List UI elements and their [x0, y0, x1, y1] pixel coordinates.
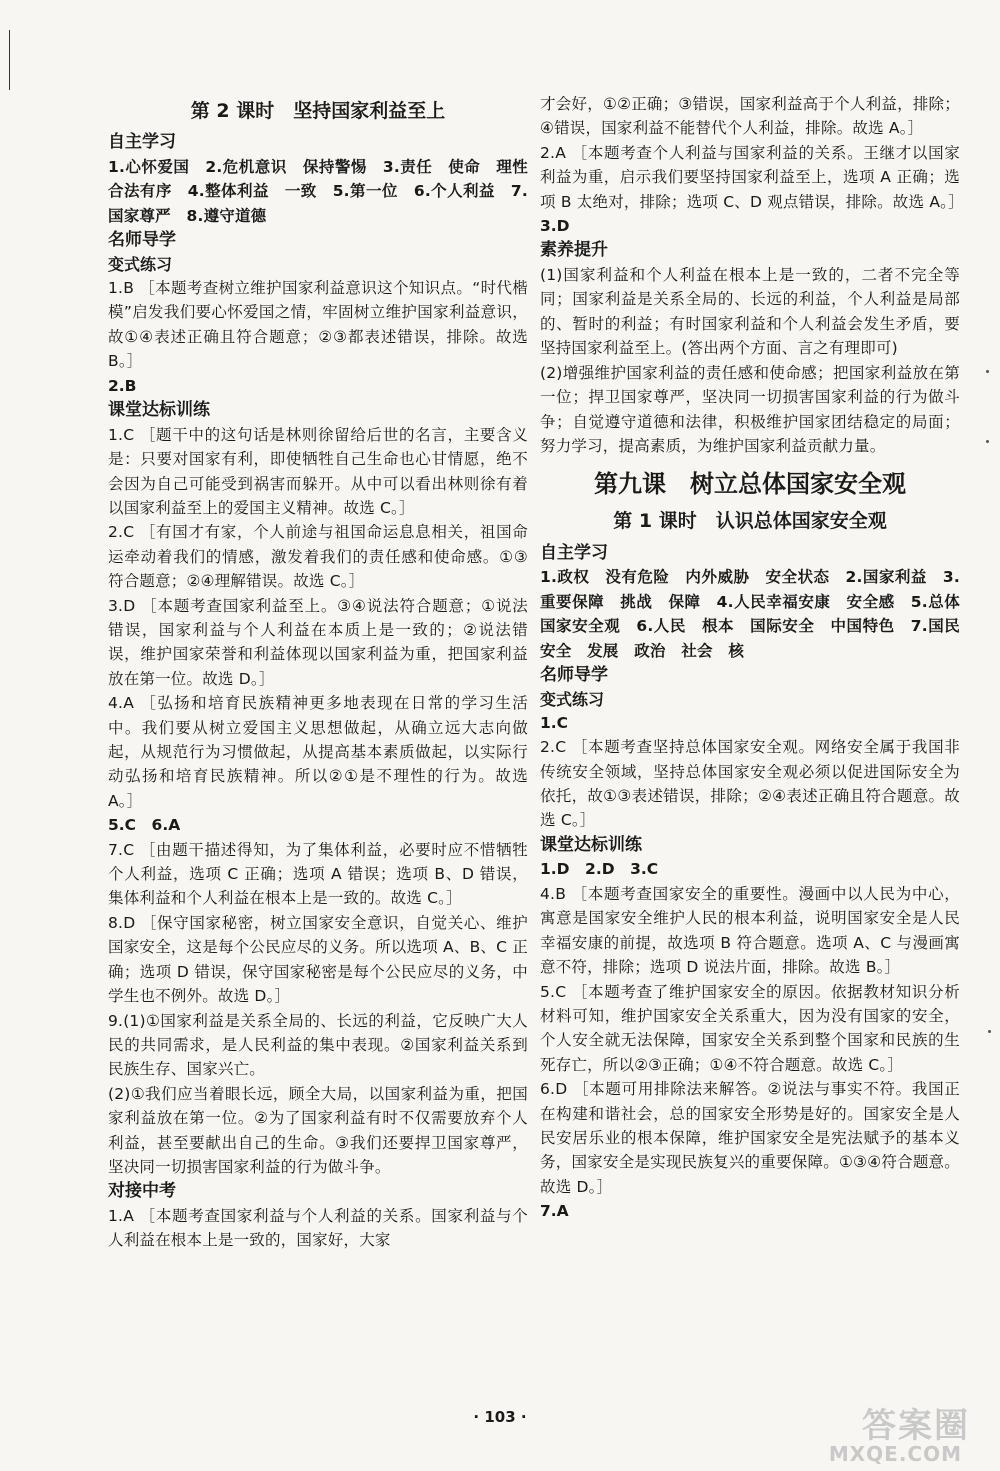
answer-item: 8.D ［保守国家秘密，树立国家安全意识，自觉关心、维护国家安全，这是每个公民应尽的义务。所以选项 A、B、C 正确；选项 D 错误，保守国家秘密是每个公民应尽的义务，中学生也不例外。故选 D。］ — [108, 913, 528, 1006]
answer-item: 9.(1)①国家利益是关系全局的、长远的利益，它反映广大人民的共同需求，是人民利益的集中表现。②国家利益关系到民族生存、国家兴亡。 — [108, 1011, 528, 1079]
right-column — [540, 92, 964, 1224]
page-number: · 103 · — [473, 1408, 527, 1426]
left-column — [108, 96, 544, 1253]
answer-item: 5.C ［本题考查了维护国家安全的原因。依据教材知识分析材料可知，维护国家安全关系重大，因为没有国家的安全，个人安全就无法保障，国家安全关系到整个国家和民族的生死存亡，所以②③正确；①④不符合题意。故选 C。］ — [540, 982, 960, 1074]
scan-speck — [986, 370, 989, 373]
scan-speck — [988, 1030, 991, 1033]
section-heading-mingshi: 名师导学 — [108, 230, 176, 251]
answer-item: 1.B ［本题考查树立维护国家利益意识这个知识点。“时代楷模”启发我们要心怀爱国之情，牢固树立维护国家利益意识，故①④表述正确且符合题意；②③都表述错误，排除。故选 B。］ — [108, 279, 528, 371]
section-heading-ketang: 课堂达标训练 — [108, 400, 210, 421]
answer-item: 2.B — [108, 376, 137, 395]
section-heading-duijie: 对接中考 — [108, 1181, 176, 1202]
answer-item: 6.D ［本题可用排除法来解答。②说法与事实不符。我国正在构建和谐社会，总的国家安全形势是好的。国家安全是人民安居乐业的根本保障，维护国家安全是宪法赋予的基本义务，国家安全是实现民族复兴的重要保障。①③④符合题意。故选 D。］ — [540, 1080, 960, 1196]
answer-item: 1.C — [540, 713, 569, 732]
answer-item: 1.A ［本题考查国家利益与个人利益的关系。国家利益与个人利益在根本上是一致的，国家好，大家 — [108, 1206, 528, 1250]
answer-item: (1)国家利益和个人利益在根本上是一致的，二者不完全等同；国家利益是关系全局的、长远的利益，个人利益是局部的、暂时的利益；有时国家利益和个人利益会发生矛盾，要坚持国家利益至上。(答出两个方面、言之有理即可) — [540, 266, 960, 358]
subsection-heading-bianshi: 变式练习 — [540, 689, 605, 709]
section-heading-zizhu: 自主学习 — [540, 542, 608, 563]
margin-rule — [9, 30, 10, 90]
answer-item: 2.C ［本题考查坚持总体国家安全观。网络安全属于我国非传统安全领域，坚持总体国家安全观必须以促进国际安全为依托，故①③表述错误，排除；②④表述正确且符合题意。故选 C。］ — [540, 738, 960, 830]
answer-item: 7.A — [540, 1202, 569, 1221]
answer-item: 4.A ［弘扬和培育民族精神更多地表现在日常的学习生活中。我们要从树立爱国主义思想做起，从确立远大志向做起，从规范行为习惯做起，从提高基本素质做起，以实际行动弘扬和培育民族精神。所以②①是不理性的行为。故选 A。］ — [108, 694, 528, 810]
answer-item: 4.B ［本题考查国家安全的重要性。漫画中以人民为中心，寓意是国家安全维护人民的根本利益，说明国家安全是人民幸福安康的前提，故选项 B 符合题意。选项 A、C 与漫画寓意不符，排除；选项 D 说法片面，排除。故选 B。］ — [540, 884, 960, 977]
answer-item: 5.C 6.A — [108, 816, 181, 835]
answer-item: (2)①我们应当着眼长远，顾全大局，以国家利益为重，把国家利益放在第一位。②为了国家利益有时不仅需要放弃个人利益，甚至要献出自己的生命。③我们还要捍卫国家尊严，坚决同一切损害国家利益的行为做斗争。 — [108, 1084, 528, 1176]
section-heading-mingshi: 名师导学 — [540, 664, 608, 685]
watermark-logo: 答案圈 — [862, 1406, 970, 1446]
zizhu-answers: 1.心怀爱国 2.危机意识 保持警惕 3.责任 使命 理性 合法有序 4.整体利益 一致 5.第一位 6.个人利益 7.国家尊严 8.遵守道德 — [108, 158, 544, 225]
answer-item: 3.D ［本题考查国家利益至上。③④说法符合题意；①说法错误，国家利益与个人利益在本质上是一致的；②说法错误，维护国家荣誉和利益体现以国家利益为重，把国家利益放在第一位。故选 D。］ — [108, 596, 528, 688]
section-heading-suyang: 素养提升 — [540, 240, 608, 261]
answer-item: 1.C ［题干中的这句话是林则徐留给后世的名言，主要含义是：只要对国家有利，即使牺牲自己生命也心甘情愿，绝不会因为自己可能受到祸害而躲开。从中可以看出林则徐有着以国家利益至上的爱国主义精神。故选 C。］ — [108, 425, 528, 517]
answer-continuation: 才会好，①②正确；③错误，国家利益高于个人利益，排除；④错误，国家利益不能替代个人利益，排除。故选 A。］ — [540, 95, 960, 138]
answer-item: (2)增强维护国家利益的责任感和使命感；把国家利益放在第一位；捍卫国家尊严，坚决同一切损害国家利益的行为做斗争；自觉遵守道德和法律，积极维护国家团结稳定的局面；努力学习，提高素质，为维护国家利益贡献力量。 — [540, 363, 960, 455]
subsection-heading-bianshi: 变式练习 — [108, 254, 173, 274]
answer-item: 2.C ［有国才有家，个人前途与祖国命运息息相关，祖国命运牵动着我们的情感，激发着我们的责任感和使命感。①③符合题意；②④理解错误。故选 C。］ — [108, 523, 528, 591]
zizhu-answers: 1.政权 没有危险 内外威胁 安全状态 2.国家利益 3.重要保障 挑战 保障 4.人民幸福安康 安全感 5.总体国家安全观 6.人民 根本 国际安全 中国特色 7.国民安全 发展 政治 社会 核 — [540, 568, 960, 660]
unit-title: 第九课 树立总体国家安全观 — [594, 470, 906, 499]
watermark-url: MXQE.COM — [828, 1442, 962, 1466]
section-heading-zizhu: 自主学习 — [108, 132, 176, 153]
lesson-title: 第 2 课时 坚持国家利益至上 — [190, 100, 446, 122]
answer-item: 3.D — [540, 217, 570, 236]
answer-item: 7.C ［由题干描述得知，为了集体利益，必要时应不惜牺牲个人利益，选项 C 正确；选项 A 错误；选项 B、D 错误，集体利益和个人利益在根本上是一致的。故选 C。］ — [108, 840, 528, 908]
lesson-title: 第 1 课时 认识总体国家安全观 — [613, 510, 887, 533]
section-heading-ketang: 课堂达标训练 — [540, 834, 642, 855]
answer-item: 2.A ［本题考查个人利益与国家利益的关系。王继才以国家利益为重，启示我们要坚持国家利益至上，选项 A 正确；选项 B 太绝对，排除；选项 C、D 观点错误，排除。故选 A。］ — [540, 143, 964, 211]
answer-item: 1.D 2.D 3.C — [540, 860, 659, 879]
scan-speck — [986, 440, 989, 443]
